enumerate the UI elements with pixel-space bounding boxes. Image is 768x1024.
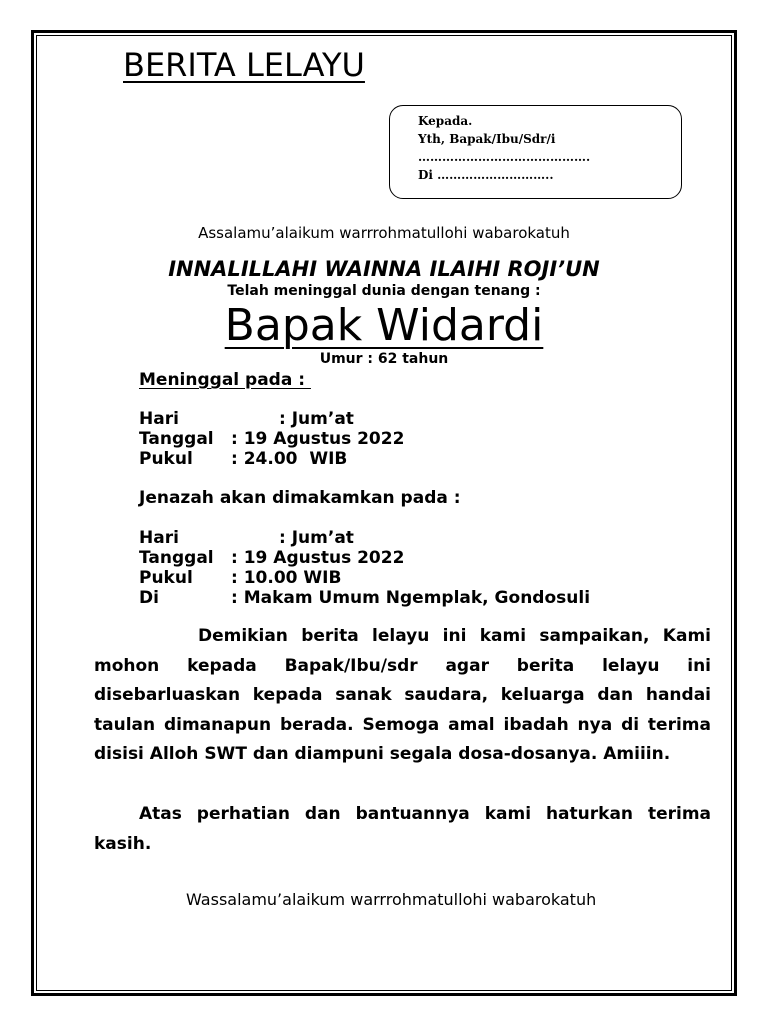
deceased-name: Bapak Widardi (224, 300, 544, 351)
burial-hari-label: Hari (139, 528, 179, 548)
address-line-kepada: Kepada. (418, 114, 473, 128)
death-hari-label: Hari (139, 409, 179, 429)
burial-tanggal-value: : 19 Agustus 2022 (231, 548, 405, 568)
death-tanggal-value: : 19 Agustus 2022 (231, 429, 405, 449)
address-line-di: Di ……………………….. (418, 168, 554, 182)
burial-di-value: : Makam Umum Ngemplak, Gondosuli (231, 588, 591, 608)
body-paragraph-2: Atas perhatian dan bantuannya kami haturkan terima kasih. (94, 804, 711, 854)
burial-pukul-label: Pukul (139, 568, 193, 588)
burial-tanggal-label: Tanggal (139, 548, 214, 568)
address-line-blank: ……………………………………. (418, 150, 591, 164)
deceased-age: Umur : 62 tahun (319, 351, 449, 367)
death-hari-value: : Jum’at (279, 409, 354, 429)
death-pukul-value: : 24.00 WIB (231, 449, 348, 469)
death-tanggal-label: Tanggal (139, 429, 214, 449)
burial-di-label: Di (139, 588, 159, 608)
opening-greeting: Assalamu’alaikum warrrohmatullohi wabarokatuh (198, 224, 570, 242)
burial-pukul-value: : 10.00 WIB (231, 568, 342, 588)
burial-hari-value: : Jum’at (279, 528, 354, 548)
inna-lillahi-heading: INNALILLAHI WAINNA ILAIHI ROJI’UN (168, 257, 600, 281)
death-heading: Meninggal pada : (139, 370, 311, 390)
body-paragraph-1: Demikian berita lelayu ini kami sampaikan, Kami mohon kepada Bapak/Ibu/sdr agar berita lelayu ini disebarluaskan kepada sanak saudara, keluarga dan handai taulan dimanapun berada. Semoga amal ibadah nya di terima disisi Alloh SWT dan diampuni segala dosa-dosanya. Amiiin. (94, 626, 711, 764)
passed-away-text: Telah meninggal dunia dengan tenang : (227, 283, 541, 299)
burial-heading: Jenazah akan dimakamkan pada : (139, 488, 461, 508)
document-title: BERITA LELAYU (123, 46, 365, 84)
address-line-yth: Yth, Bapak/Ibu/Sdr/i (418, 132, 556, 146)
death-pukul-label: Pukul (139, 449, 193, 469)
closing-greeting: Wassalamu’alaikum warrrohmatullohi wabarokatuh (186, 890, 597, 909)
